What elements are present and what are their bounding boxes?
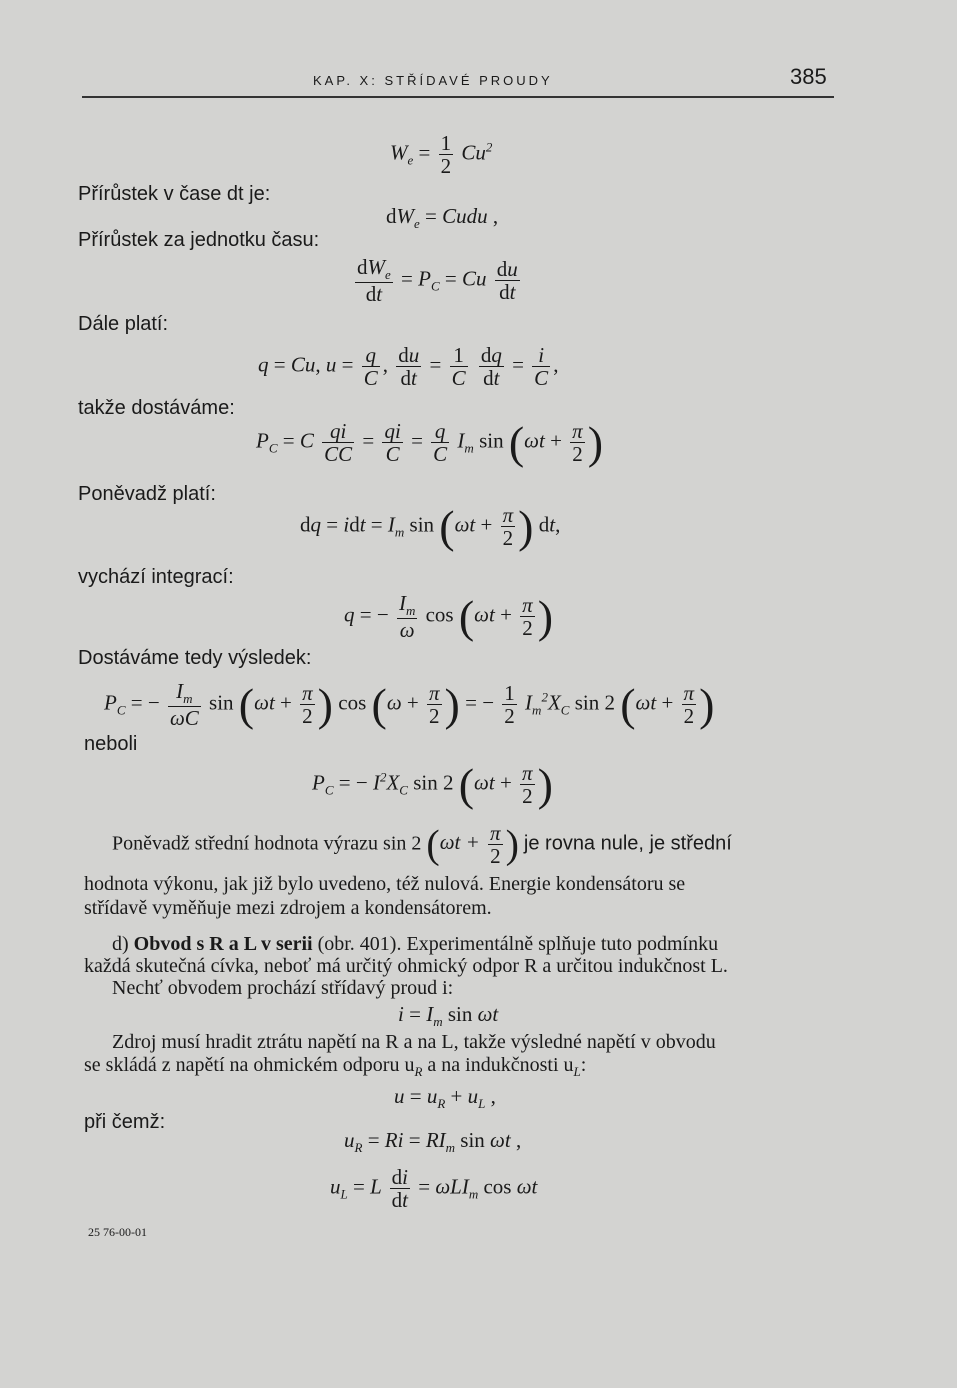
section-d-text: (obr. 401). Experimentálně splňuje tuto podmínku [312,933,719,955]
equation-q-result: q = − $\frac{I_m}{\omega}$ cos (ωt + $\frac{\pi}{2}$ ) [344,591,554,642]
label-integration: vychází integrací: [78,566,234,588]
equation-ur: $u_R = Ri = RI_m$ sin ωt , [344,1128,522,1156]
label-since: Poněvadž platí: [78,483,216,505]
equation-charge: q = Cu, u = $\frac{q}{C}$ , $\frac{du}{dt}$ = $\frac{1}{C}$ $\frac{dq}{dt}$ = $\frac{i}{C}$ , [258,343,559,391]
label-increment-unit: Přírůstek za jednotku času: [78,229,320,251]
voltage-text-end: : [580,1054,587,1076]
page-number: 385 [790,64,827,89]
paragraph-section-d-line2: každá skutečná cívka, neboť má určitý ohmický odpor R a určitou indukčnost L. [84,955,728,977]
label-further: Dále platí: [78,313,169,335]
paragraph-mean-value-line1: Poněvadž střední hodnota výrazu sin 2 (ωt + $\frac{\pi}{2}$ ) je rovna nule, je střední [112,821,732,869]
header-rule [82,96,834,98]
equation-dwe: $dW_e$ = Cudu , [386,204,499,232]
running-title: KAP. X: STŘÍDAVÉ PROUDY [313,73,553,88]
equation-power-c: $\frac{dW_e}{dt}$ = $P_C = Cu$ $\frac{du}{dt}$ [357,255,518,306]
label-or: neboli [84,733,138,755]
section-d-title: Obvod s R a L v serii [133,933,313,955]
paragraph-section-d-line3: Nechť obvodem prochází střídavý proud i: [112,977,454,999]
section-d-prefix: d) [112,933,134,955]
label-where: při čemž: [84,1111,166,1133]
equation-dq: dq = idt = $I_m$ sin (ωt + $\frac{\pi}{2}$ ) dt, [300,501,561,552]
equation-voltage-sum: $u = u_R + u_L$ , [394,1084,496,1112]
equation-ul: $u_L = L$ $\frac{di}{dt}$ = ωLI$_m$ cos ωt [330,1165,538,1213]
equation-current: $i = I_m$ sin ωt [398,1002,499,1030]
paragraph-mean-value-line3: střídavě vyměňuje mezi zdrojem a kondensátorem. [84,897,492,919]
equation-energy: $W_e$ = $\frac{1}{2}$ Cu$^2$ [390,131,493,179]
voltage-text-b: a na indukčnosti u [422,1054,574,1076]
voltage-text-a: se skládá z napětí na ohmickém odporu u [84,1054,415,1076]
equation-pc-long: $P_C$ = − $\frac{I_m}{\omega C}$ sin (ωt + $\frac{\pi}{2}$ ) cos (ω + $\frac{\pi}{2}$ ) = − $\frac{1}{2}$ $I_m^2X_C$ sin 2 (ωt + $\frac{\pi}{2}$ ) [104,679,715,730]
label-thus: takže dostáváme: [78,397,235,419]
label-increment-time: Přírůstek v čase dt je: [78,183,271,205]
paragraph-mean-value-end: je rovna nule, je střední [523,832,732,855]
equation-pc-expanded: $P_C = C$ $\frac{qi}{CC}$ = $\frac{qi}{C}$ = $\frac{q}{C}$ $I_m$ sin (ωt + $\frac{\pi}{2}$ ) [256,417,604,468]
voltage-sub-l: L [573,1064,581,1079]
equation-pc-short: $P_C$ = − $I^2X_C$ sin 2 (ωt + $\frac{\pi}{2}$ ) [312,759,553,810]
paragraph-mean-value-line2: hodnota výkonu, jak již bylo uvedeno, též nulová. Energie kondensátoru se [84,873,686,895]
paragraph-voltage-line2 [84,1053,586,1084]
voltage-sub-r: R [414,1064,423,1079]
paragraph-mean-value-start: Poněvadž střední hodnota výrazu sin 2 [112,832,422,855]
paragraph-voltage-line1: Zdroj musí hradit ztrátu napětí na R a na L, takže výsledné napětí v obvodu [112,1031,716,1053]
printer-signature: 25 76-00-01 [88,1225,147,1239]
label-result: Dostáváme tedy výsledek: [78,647,312,669]
